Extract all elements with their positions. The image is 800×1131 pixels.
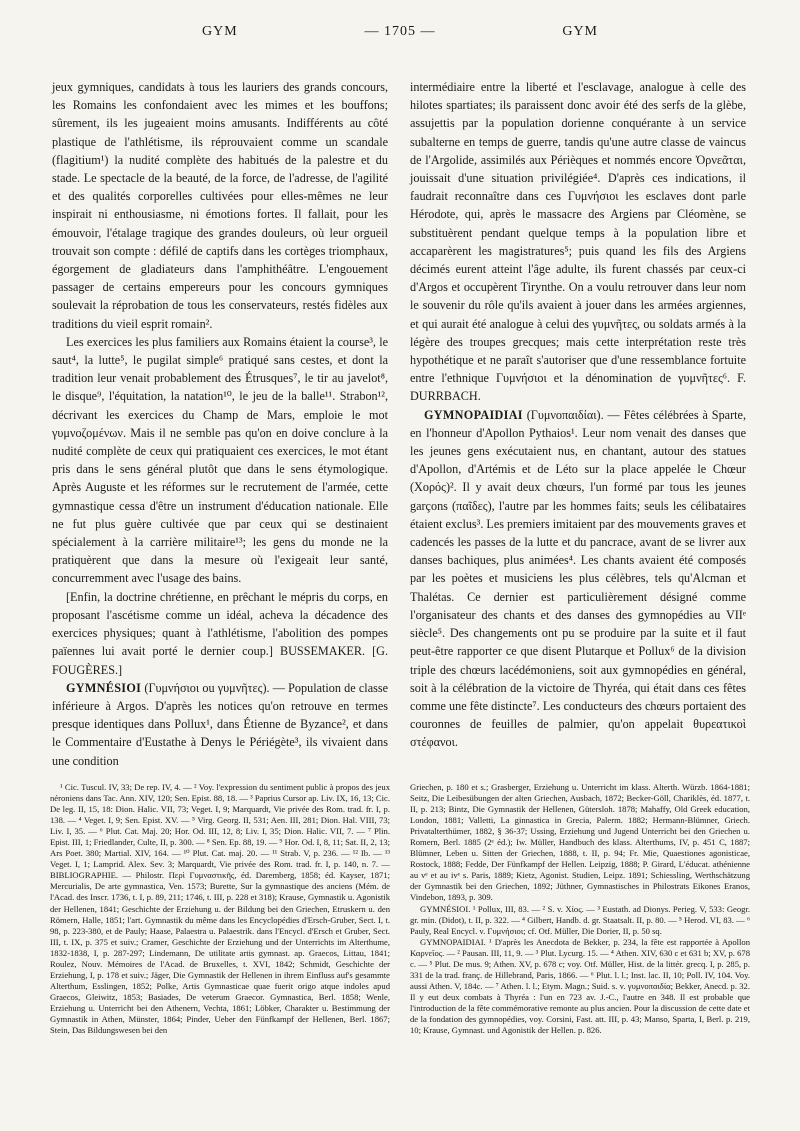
- footnote-text: ¹ Cic. Tuscul. IV, 33; De rep. IV, 4. — ² Voy. l'expression du sentiment public à propos des jeux néroniens dans Tac. Ann. XIV, 120; Sen. Epist. 88, 18. — ³ Paprius Cursor ap. Liv. IX, 16, 13; Cic. De leg. II, 15, 18: Dion. Halic. VII, 73; Veget. I, 9; Marquardt, Vie privée des Rom. trad. fr. I, p. 138. — ⁴ Veget. I, 9; Sen. Epist. XV. — ⁵ Virg. Georg. II, 531; Aen. III, 281; Dion. Hal. VIII, 73; Liv. I, 35. — ⁶ Plut. Cat. Maj. 20; Hor. Od. III, 12, 8; Liv. I, 35; Dion. Halic. VII, 7. — ⁷ Plin. Epist. III, 1; Friedlander, Culte, II, p. 300. — ⁸ Sen. Ep. 88, 19. — ⁹ Hor. Od. I, 8, 11; Sat. II, 2, 13; Ars Poet. 380; Martial. XIV, 164. — ¹⁰ Plut. Cat. maj. 20. — ¹¹ Strab. V, p. 236. — ¹² Ib. — ¹³ Veget. I, 1; Lamprid. Alex. Sev. 3; Marquardt, Vie privée des Rom. trad. fr. I, p. 140, n. 7. — BIBLIOGRAPHIE. — Philostr. Περὶ Γυμναστικῆς, éd. Daremberg, 1858; éd. Kayser, 1871; Mercurialis, De arte gymnastica, Ven. 1573; Burette, Sur la gymnastique des anciens (Mém. de l'Acad. des Inscr. 1736, t. I, p. 89, 211; 1746, t. III, p. 228 et 318); Krause, Gymnastik u. Agonistik der Hellenen, 1841; Geschichte der Erziehung u. der Bildung bei den Griechen, Etruskern u. den Römern, Halle, 1851; l'art. Gymnastik du même dans les Encyclopédies d'Ersch-Gruber, Sect. I, t. 98, p. 223-380, et de Pauly; Haase, Palaestra u. Palaestrik. dans l'Encycl. d'Ersch et Gruber, Sect. III, t. IX, p. 375 et suiv.; Cramer, Geschichte der Erziehung und der Unterrichts im Alterthume, 1832-1838, I, p. 287-297; Lindemann, De utilitate artis gymnast. ap. Graecos, Littau, 1841; Roulez, Nouv. Mémoires de l'Acad. de Bruxelles, t. XVI, 1842; Schmidt, Geschichte der Erziehung, I, p. 178 et suiv.; Jäger, Die Gymnastik der Hellenen in ihrem Einfluss auf's gesammte Alterthum, Esslingen, 1852; Polke, Artis Gymnasticae quae fuerit origo atque indoles apud Graecos, Gleiwitz, 1853; Basiades, De veterum Graecor. Gymnastica, Berl. 1858; Wenle, Erziehung u. Unterricht bei den Athenern, Vechta, 1861; Löbker, Charakter u. Bestimmung der Gymnastik in Athen, Münster, 1864; Pinder, Ueber den Fünfkampf der Hellenen, Berl. 1867; Stein, Das Bildungswesen bei den: [50, 782, 390, 1036]
- footnotes-left: [50, 782, 390, 1036]
- page-number: — 1705 —: [364, 24, 436, 39]
- footnote-text: GYMNÉSIOI. ¹ Pollux, III, 83. — ² S. v. Χίος. — ³ Eustath. ad Dionys. Perieg. V, 533: Geogr. gr. min. (Didot), t. II, p. 322. — ⁴ Gilbert, Handb. d. gr. Staatsalt. II, p. 80. — ⁵ Herod. VI, 83. — ⁶ Pauly, Real Encycl. v. Γυμνήσιοι; cf. Otf. Müller, Die Dorier, II, p. 50 sq.: [410, 903, 750, 936]
- paragraph: intermédiaire entre la liberté et l'esclavage, analogue à celle des hilotes spartiates; ils paraissent donc avoir été des serfs de la glèbe, assujettis par la population dorienne conquérante à un service subalterne en temps de guerre, tandis qu'une autre classe de vaincus de l'Argolide, assimilés aux Périèques et nommés encore Ὀρνεᾶται, jouissait d'une situation privilégiée⁴. D'après ces indications, il faudrait reconnaître dans ces Γυμνήσιοι les esclaves dont parle Hérodote, qui, après le massacre des Argiens par Cléomène, se substituèrent pendant quelque temps à la population libre et accaparèrent les magistratures⁵; puis quand les fils des Argiens décimés eurent atteint l'âge adulte, ils furent chassés par ceux-ci d'Argos et occupèrent Tirynthe. On a voulu retrouver dans leur nom le souvenir du rôle qu'ils avaient à jouer dans les armées argiennes, et qui aurait été analogue à celui des γυμνῆτες, ou soldats armés à la légère des troupes grecques; mais cette interprétation reste très hypothétique et ne paraît s'autoriser que d'une ressemblance fortuite entre l'ethnique Γυμνήσιοι et la dénomination de γυμνῆτες⁶. F. DURRBACH.: [410, 80, 746, 404]
- footnotes-right: [410, 782, 750, 1036]
- footnote-text: Griechen, p. 180 et s.; Grasberger, Erziehung u. Unterricht im klass. Alterth. Würzb. 1864-1881; Seitz, Die Leibesübungen der alten Griechen, Ausbach, 1872; Becker-Göll, Chariklès, éd. 1877, t. II, p. 213; Bintz, Die Gymnastik der Hellenen, Gütersloh. 1878; Mahaffy, Old Greek education, London, 1881; Valletti, La ginnastica in Grecia, Palerm. 1882; Hermann-Blümner, Griech. Privatalterthümer, 1882, § 36-37; Ussing, Erziehung und Jugend Unterricht bei den Griechen u. Romern, Berl. 1885 (2ᵉ éd.); Iw. Müller, Handbuch des klass. Alterthums, IV, p. 451 C, 1887; Blümner, Leben u. Sitten der Griechen, 1888, t. II, p. 94; Fr. Mie, Quaestiones agonisticae, Rostock, 1888; Fedde, Der Fünfkampf der Hellen. Leipzig, 1888; P. Girard, L'éducat. athénienne au vᵉ et au ivᵉ s. Paris, 1889; Kietz, Agonist. Studien, Leipz. 1891; Schiessling, Werthschätzung der Gymnastik bei den Griechen, 1892; Jüthner, Gymnastisches in Philostrats Eikones Eranos, Vindebon, 1893, p. 309.: [410, 782, 750, 903]
- entry-headword: GYMNÉSIOI: [66, 680, 142, 695]
- entry-headword: GYMNOPAIDIAI: [424, 407, 523, 422]
- left-column: [52, 78, 388, 770]
- entry-text: (Γυμνήσιοι ou γυμνῆτες). — Population de classe inférieure à Argos. D'après les notices qu'on retrouve en termes presque identiques dans Pollux¹, dans Étienne de Byzance², et dans le Commentaire d'Eustathe à Denys le Périégète³, ils vivaient dans une condition: [52, 680, 388, 768]
- entry-paragraph: [52, 679, 388, 770]
- running-header: [52, 24, 748, 50]
- paragraph: jeux gymniques, candidats à tous les lauriers des grands concours, les Romains les confondaient avec les mimes et les bouffons; sûrement, ils les jugeaient moins amusants. Indifférents au côté plastique de l'athlétisme, ils réprouvaient comme un scandale (flagitium¹) la nudité complète des habitués de la palestre et du stade. Le spectacle de la beauté, de la force, de l'adresse, de l'agilité et des qualités corporelles cultivées pour elles-mêmes ne leur inspirait ni enthousiasme, ni émotions fortes. Il fallait, pour les émouvoir, l'étalage tragique des grandes douleurs, où leur orgueil trouvait son compte : défilé de captifs dans les cortèges triomphaux, égorgement de gladiateurs dans l'amphithéâtre. L'engouement passager de certains empereurs pour les concours gymniques soulevait la réprobation de tous les conservateurs, restés fidèles aux traditions du vieil esprit romain².: [52, 80, 388, 331]
- entry-text: (Γυμνοπαιδίαι). — Fêtes célébrées à Sparte, en l'honneur d'Apollon Pythaios¹. Leur nom venait des danses que les jeunes gens exécutaient nus, en chantant, autour des statues d'Apollon, d'Artémis et de Léto sur la place appelée le Chœur (Χορός)². Il y avait deux chœurs, l'un formé par tous les jeunes garçons (παῖδες), l'autre par les hommes faits; seuls les célibataires étaient exclus³. Les premiers imitaient par des mouvements graves et cadencés les passes de la lutte et du pancrace, avant de se livrer aux danses bachiques, plus animées⁴. Les chants avaient été composés par les poètes et musiciens les plus célèbres, tels qu'Alcman et Thalétas. Ce dernier est particulièrement désigné comme l'organisateur des chants et des danses des gymnopédies au VIIᵉ siècle⁵. Des changements ont pu se produire par la suite et il faut peut-être rapporter ce que disent Plutarque et Pollux⁶ de la division triple des chœurs lacédémoniens, soit aux gymnopédies en général, soit à la célébration de la victoire de Thyréa, qui était dans ces fêtes comme une fête distincte⁷. Les conducteurs des chœurs portaient des couronnes de feuilles de palmier, qu'on appelait θυρεατικοὶ στέφανοι.: [410, 407, 746, 750]
- paragraph: Les exercices les plus familiers aux Romains étaient la course³, le saut⁴, la lutte⁵, le pugilat simple⁶ pratiqué sans cestes, et dont la tradition leur venait probablement des Étrusques⁷, le tir au javelot⁸, le disque⁹, l'équitation, la natation¹⁰, le jeu de la balle¹¹. Strabon¹², décrivant les exercices du Champ de Mars, emploie le mot γυμνοζομένων. Mais il ne semble pas qu'on en doive conclure à la nudité complète de ceux qui pratiquaient ces exercices, le mot étant pris dans le sens général plutôt que dans le sens étymologique. Après Auguste et les réformes sur le recrutement de l'armée, cette gymnastique cessa d'être un instrument d'éducation nationale. Elle ne fut plus guère cultivée que par ceux qui se destinaient spécialement à la carrière militaire¹³; les gens du monde ne la pratiquèrent que dans la mesure où l'exigeait leur santé, concurremment avec l'usage des bains.: [52, 334, 388, 586]
- paragraph: [Enfin, la doctrine chrétienne, en prêchant le mépris du corps, en proposant l'ascétisme comme un idéal, acheva la décadence des exercices physiques; quant à l'athlétisme, l'abolition des pompes païennes lui avait porté le dernier coup.] BUSSEMAKER. [G. FOUGÈRES.]: [52, 589, 388, 677]
- header-right: GYM: [562, 24, 598, 39]
- entry-paragraph: [410, 406, 746, 752]
- right-column: [410, 78, 746, 752]
- header-left: GYM: [202, 24, 238, 39]
- footnote-text: GYMNOPAIDIAI. ¹ D'après les Anecdota de Bekker, p. 234, la fête est rapportée à Apollon Καρνεῖος. — ² Pausan. III, 11, 9. — ³ Plut. Lycurg. 15. — ⁴ Athen. XIV, 630 c et 631 b; XV, p. 678 c. — ⁵ Plut. De mus. 9; Athen. XV, p. 678 c; voy. Otf. Müller, Hist. de la littér. grecq. I, p. 285, p. 331 de la trad. franç. de Hillebrand, Paris, 1866. — ⁶ Plut. l. l.; Inst. lac. II, 10; Poll. IV, 104. Voy. aussi Athen. V, 184c. — ⁷ Athen. l. l.; Etym. Magn.; Suid. s. v. γυμνοπαιδία; Bekker, Anecd. p. 32. Il y eut deux combats à Thyréa : l'un en 723 av. J.-C., l'autre en 348. Il est probable que l'introduction de la fête commémorative remonte au plus ancien. Pour la discussion de cette date et de la fondation des gymnopédies, voy. Corsini, Fast. att. III, p. 43; Manso, Sparta, I, Berl. p. 219, 10; Krause, Gymnast. und Agonistik der Hellen. p. 826.: [410, 936, 750, 1036]
